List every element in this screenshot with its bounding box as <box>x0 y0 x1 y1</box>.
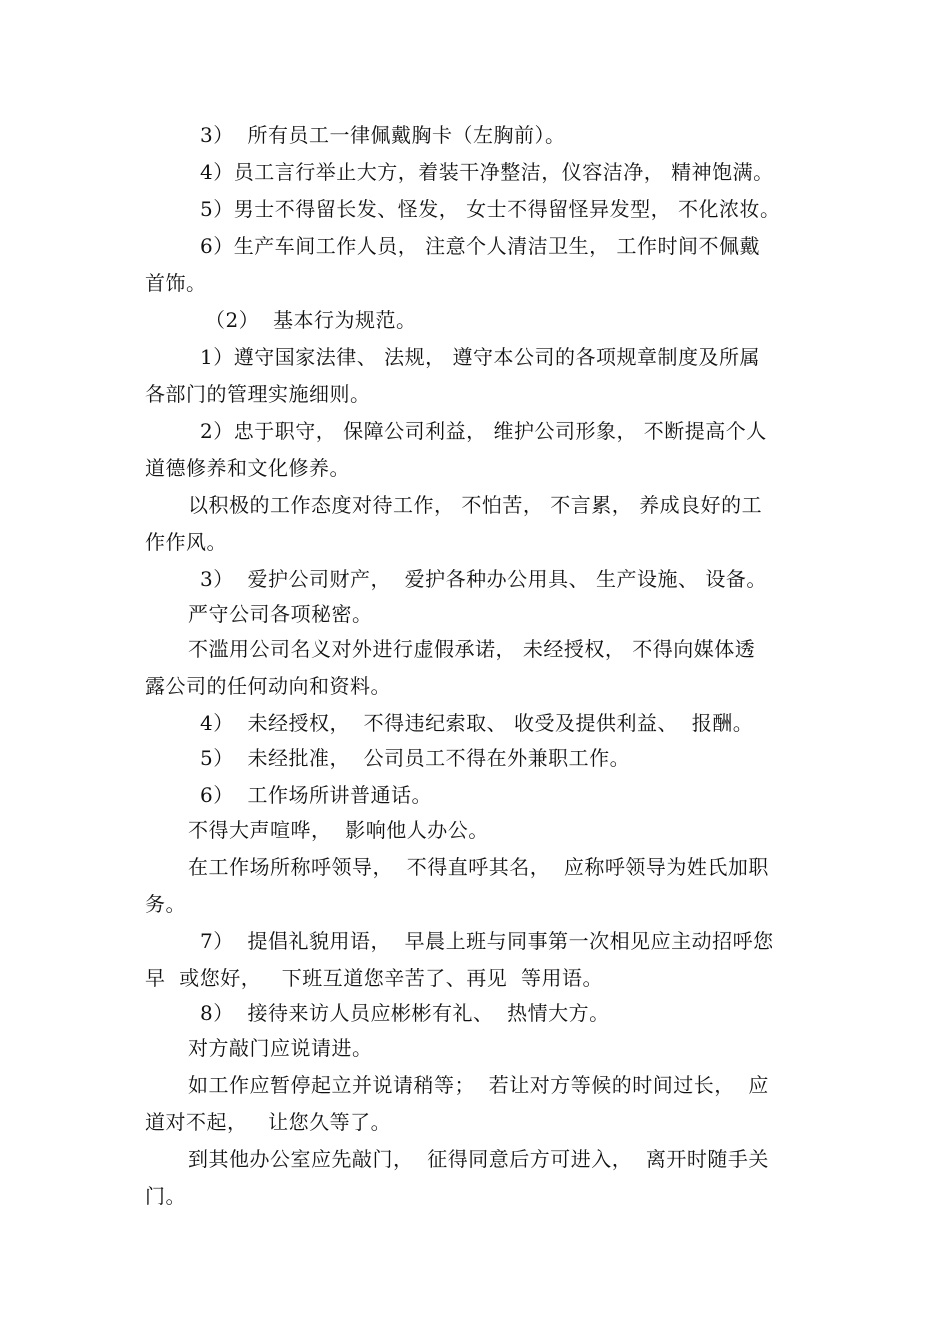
text-line: 1）遵守国家法律、 法规， 遵守本公司的各项规章制度及所属 <box>200 345 760 369</box>
text-line: 3） 爱护公司财产， 爱护各种办公用具、 生产设施、 设备。 <box>200 567 767 591</box>
text-line: 首饰。 <box>145 271 207 295</box>
text-line: 6） 工作场所讲普通话。 <box>200 783 432 807</box>
text-line: 2）忠于职守， 保障公司利益， 维护公司形象， 不断提高个人 <box>200 419 767 443</box>
text-line: 7） 提倡礼貌用语， 早晨上班与同事第一次相见应主动招呼您 <box>200 929 774 953</box>
text-line: 在工作场所称呼领导， 不得直呼其名， 应称呼领导为姓氏加职 <box>188 855 769 879</box>
section-heading: （2） 基本行为规范。 <box>205 308 417 332</box>
text-line: 以积极的工作态度对待工作， 不怕苦， 不言累， 养成良好的工 <box>188 493 763 517</box>
text-line: 不滥用公司名义对外进行虚假承诺， 未经授权， 不得向媒体透 <box>188 637 756 661</box>
text-line: 3） 所有员工一律佩戴胸卡（左胸前）。 <box>200 123 566 147</box>
text-line: 严守公司各项秘密。 <box>188 602 373 626</box>
text-line: 早 或您好， 下班互道您辛苦了、再见 等用语。 <box>145 966 604 990</box>
text-line: 4） 未经授权， 不得违纪索取、 收受及提供利益、 报酬。 <box>200 711 754 735</box>
text-line: 如工作应暂停起立并说请稍等； 若让对方等候的时间过长， 应 <box>188 1073 769 1097</box>
text-line: 务。 <box>145 892 186 916</box>
text-line: 5） 未经批准， 公司员工不得在外兼职工作。 <box>200 746 631 770</box>
text-line: 道对不起， 让您久等了。 <box>145 1110 392 1134</box>
text-line: 道德修养和文化修养。 <box>145 456 350 480</box>
text-line: 6）生产车间工作人员， 注意个人清洁卫生， 工作时间不佩戴 <box>200 234 760 258</box>
text-line: 门。 <box>145 1184 186 1208</box>
text-line: 露公司的任何动向和资料。 <box>145 674 391 698</box>
text-line: 4）员工言行举止大方，着装干净整洁，仪容洁净， 精神饱满。 <box>200 160 774 184</box>
text-line: 对方敲门应说请进。 <box>188 1036 373 1060</box>
text-line: 各部门的管理实施细则。 <box>145 382 371 406</box>
text-line: 5）男士不得留长发、怪发， 女士不得留怪异发型， 不化浓妆。 <box>200 197 781 221</box>
text-line: 作作风。 <box>145 530 227 554</box>
text-line: 8） 接待来访人员应彬彬有礼、 热情大方。 <box>200 1001 610 1025</box>
text-line: 到其他办公室应先敲门， 征得同意后方可进入， 离开时随手关 <box>188 1147 769 1171</box>
text-line: 不得大声喧哗， 影响他人办公。 <box>188 818 489 842</box>
